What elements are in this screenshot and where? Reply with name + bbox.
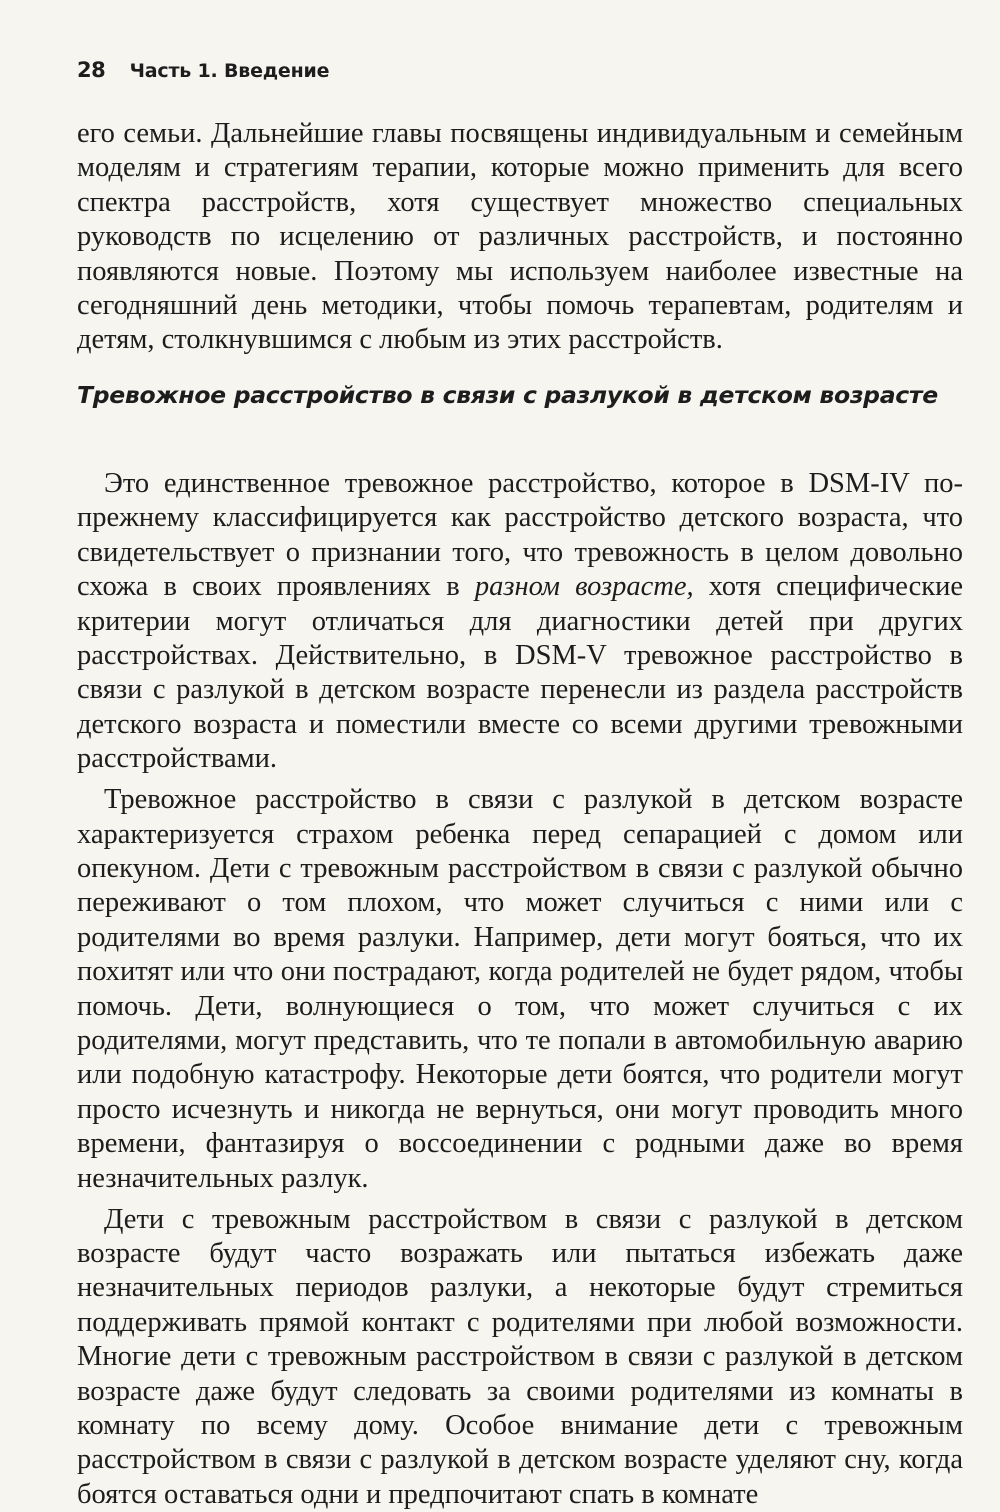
section-paragraph-3: Дети с тревожным расстройством в связи с разлукой в детском возрасте будут часто возражать или пытаться избежать даже незначительных периодов разлуки, а некоторые будут стремиться поддерживать прямой контакт с родителями при любой возможности. Многие дети с тревожным расстройством в связи с разлукой в детском возрасте даже будут следовать за своими родителями из комнаты в комнату по всему дому. Особое внимание дети с тревожным расстройством в связи с разлукой в детском возрасте уделяют сну, когда боятся оставаться одни и предпочитают спать в комнате [77, 1203, 963, 1510]
paragraph-1-text-before: Это единственное тревожное расстройство, которое в DSM-IV по-прежнему классифицируется как расстройство детского возраста, что свидетельствует о признании того, что тревожность в целом довольно схожа в своих проявлениях в [77, 468, 963, 603]
paragraph-1-emphasis: разном возрасте, [474, 571, 694, 603]
section-heading: Тревожное расстройство в связи с разлукой в детском возрасте [77, 381, 938, 409]
part-title: Часть 1. Введение [129, 60, 330, 82]
running-head [77, 58, 329, 88]
section-body [77, 467, 963, 1512]
section-paragraph-2: Тревожное расстройство в связи с разлукой в детском возрасте характеризуется страхом ребенка перед сепарацией с домом или опекуном. Дети с тревожным расстройством в связи с разлукой обычно переживают о том плохом, что может случиться с ними или с родителями во время разлуки. Например, дети могут бояться, что их похитят или что они пострадают, когда родителей не будет рядом, чтобы помочь. Дети, волнующиеся о том, что может случиться с их родителями, могут представить, что те попали в автомобильную аварию или подобную катастрофу. Некоторые дети боятся, что родители могут просто исчезнуть и никогда не вернуться, они могут проводить много времени, фантазируя о воссоединении с родными даже во время незначительных разлук. [77, 784, 963, 1194]
section-paragraph-1 [77, 467, 963, 777]
continuation-paragraph: его семьи. Дальнейшие главы посвящены индивидуальным и семейным моделям и стратегиям терапии, которые можно применить для всего спектра расстройств, хотя существует множество специальных руководств по исцелению от различных расстройств, и постоянно появляются новые. Поэтому мы используем наиболее известные на сегодняшний день методики, чтобы помочь терапевтам, родителям и детям, столкнувшимся с любым из этих расстройств. [77, 118, 963, 356]
paragraph-1-text-after: хотя специфические критерии могут отличаться для диагностики детей при других расстройствах. Действительно, в DSM-V тревожное расстройство в связи с разлукой в детском возрасте перенесли из раздела расстройств детского возраста и поместили вместе со всеми другими тревожными расстройствами. [77, 571, 964, 775]
continuation-text-block [77, 117, 963, 358]
page-number: 28 [77, 58, 106, 82]
